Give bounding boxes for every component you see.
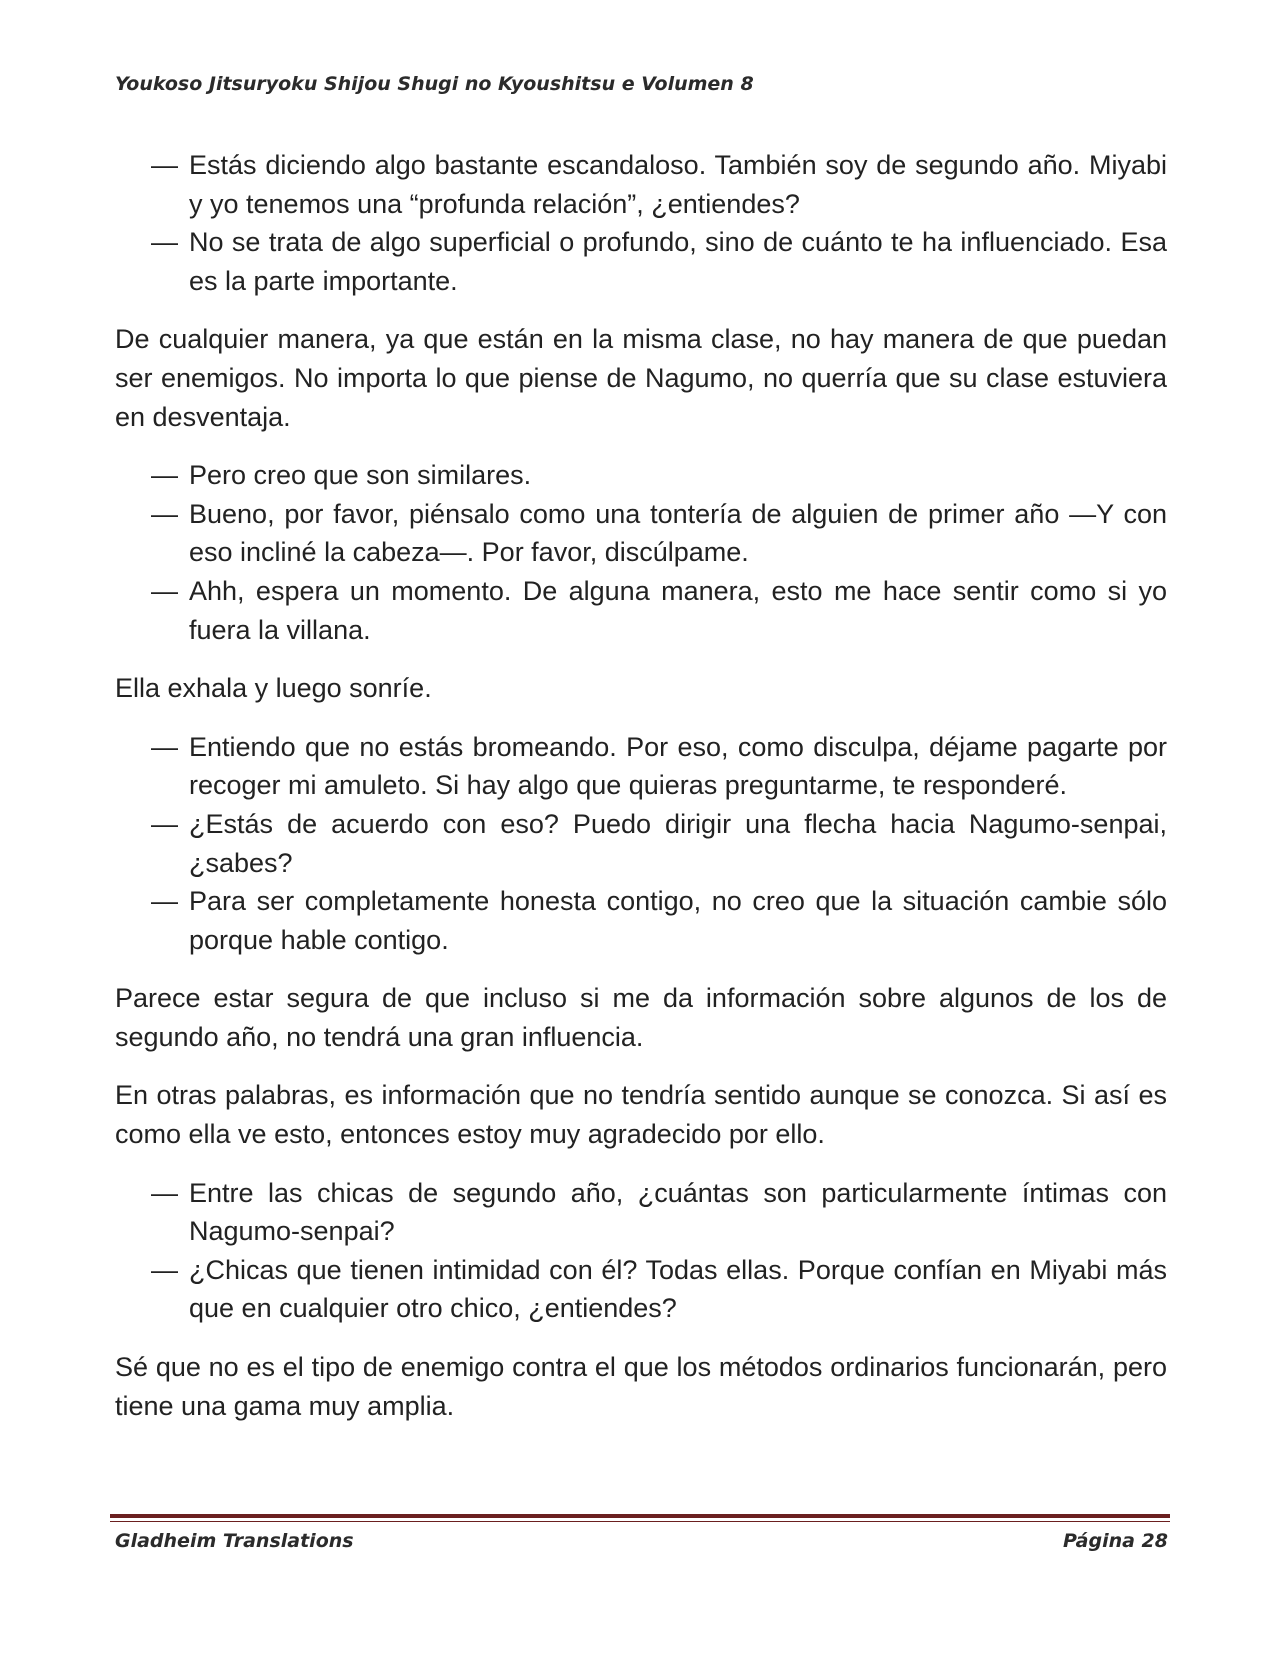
narrative-paragraph: De cualquier manera, ya que están en la misma clase, no hay manera de que puedan ser enemigos. No importa lo que piense de Nagumo, no querría que su clase estuviera en desventaja. bbox=[115, 324, 1167, 432]
dialogue-dash: — bbox=[151, 498, 178, 529]
dialogue-dash: — bbox=[151, 731, 178, 762]
dialogue-dash: — bbox=[151, 1254, 178, 1285]
page-number: Página 28 bbox=[1062, 1530, 1168, 1552]
dialogue-line bbox=[115, 728, 1167, 805]
dialogue-line bbox=[115, 223, 1167, 300]
footer-credit: Gladheim Translations bbox=[115, 1530, 354, 1552]
narrative-paragraph: En otras palabras, es información que no tendría sentido aunque se conozca. Si así es como ella ve esto, entonces estoy muy agradecido por ello. bbox=[115, 1080, 1167, 1150]
dialogue-text: Pero creo que son similares. bbox=[189, 460, 532, 491]
dialogue-dash: — bbox=[151, 227, 178, 258]
footer-rule-thin bbox=[110, 1521, 1170, 1522]
dialogue-text: ¿Estás de acuerdo con eso? Puedo dirigir una flecha hacia Nagumo-senpai, ¿sabes? bbox=[189, 808, 1167, 878]
dialogue-text: Ahh, espera un momento. De alguna manera, esto me hace sentir como si yo fuera la villana. bbox=[189, 575, 1167, 645]
dialogue-dash: — bbox=[151, 150, 178, 180]
dialogue-block bbox=[115, 146, 1167, 300]
narrative-paragraph: Sé que no es el tipo de enemigo contra el que los métodos ordinarios funcionarán, pero tiene una gama muy amplia. bbox=[115, 1352, 1167, 1421]
dialogue-dash: — bbox=[151, 575, 178, 606]
dialogue-line bbox=[115, 572, 1167, 649]
running-header: Youkoso Jitsuryoku Shijou Shugi no Kyoushitsu e Volumen 8 bbox=[115, 73, 754, 95]
dialogue-line bbox=[115, 1251, 1167, 1328]
dialogue-text: Para ser completamente honesta contigo, no creo que la situación cambie sólo porque hable contigo. bbox=[189, 886, 1167, 955]
dialogue-dash: — bbox=[151, 886, 178, 917]
dialogue-block bbox=[115, 1174, 1167, 1328]
dialogue-line bbox=[115, 882, 1167, 959]
dialogue-line bbox=[115, 456, 1167, 495]
dialogue-dash: — bbox=[151, 460, 178, 491]
dialogue-line bbox=[115, 805, 1167, 882]
dialogue-block bbox=[115, 456, 1167, 649]
narrative-paragraph: Ella exhala y luego sonríe. bbox=[115, 673, 432, 704]
dialogue-line bbox=[115, 146, 1167, 223]
dialogue-text: Entre las chicas de segundo año, ¿cuántas son particularmente íntimas con Nagumo-senpai? bbox=[189, 1177, 1167, 1247]
dialogue-line bbox=[115, 495, 1167, 572]
dialogue-line bbox=[115, 1174, 1167, 1251]
dialogue-text: Estás diciendo algo bastante escandaloso. También soy de segundo año. Miyabi y yo tenemos una “profunda relación”, ¿entiendes? bbox=[189, 150, 1167, 219]
dialogue-dash: — bbox=[151, 808, 178, 839]
dialogue-text: Entiendo que no estás bromeando. Por eso, como disculpa, déjame pagarte por recoger mi amuleto. Si hay algo que quieras preguntarme, te responderé. bbox=[189, 731, 1167, 801]
dialogue-text: ¿Chicas que tienen intimidad con él? Todas ellas. Porque confían en Miyabi más que en cualquier otro chico, ¿entiendes? bbox=[189, 1254, 1167, 1324]
dialogue-text: No se trata de algo superficial o profundo, sino de cuánto te ha influenciado. Esa es la parte importante. bbox=[189, 227, 1167, 296]
dialogue-text: Bueno, por favor, piénsalo como una tontería de alguien de primer año —Y con eso incliné la cabeza—. Por favor, discúlpame. bbox=[189, 498, 1167, 568]
dialogue-block bbox=[115, 728, 1167, 960]
dialogue-dash: — bbox=[151, 1177, 178, 1208]
page-body bbox=[115, 146, 1167, 1445]
narrative-paragraph: Parece estar segura de que incluso si me da información sobre algunos de los de segundo año, no tendrá una gran influencia. bbox=[115, 983, 1167, 1052]
footer-rule bbox=[110, 1514, 1170, 1518]
